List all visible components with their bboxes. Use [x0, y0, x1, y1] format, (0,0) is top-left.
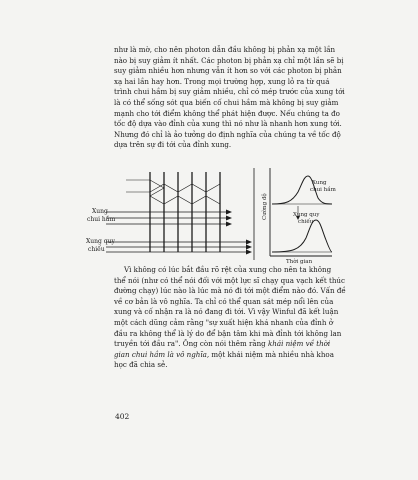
text-line: như là mờ, cho nên photon dẫn đầu không bị phản xạ một lần — [114, 45, 336, 54]
text-line: Nhưng đó chỉ là ảo tưởng do định nghĩa của chúng ta về tốc độ — [114, 129, 341, 139]
italic-run: gian chui hầm là vô nghĩa, — [114, 349, 210, 359]
tunneling-pulse-figure — [86, 166, 334, 264]
text-run: một khái niệm mà nhiều nhà khoa — [211, 349, 334, 359]
text-line: dựa trên sự đi tới của đỉnh xung. — [114, 140, 232, 150]
label-free-left-1: Xung quy — [86, 238, 115, 245]
label-tunnel-left-2: chui hầm — [87, 216, 116, 223]
text-line: trình chui hầm bị suy giảm nhiều, chỉ có mép trước của xung tới — [114, 87, 345, 97]
text-line-with-italic — [114, 349, 334, 361]
text-line: mạnh cho tới điểm không thể phát hiện được. Nếu chúng ta đo — [114, 108, 340, 118]
italic-run: khái niệm về thời — [267, 339, 331, 349]
label-free-right-2: chiếu — [298, 219, 314, 225]
text-line: xung và cố nhận ra là nó đang đi tới. Vì vậy Winful đã kết luận — [114, 307, 339, 317]
label-tunnel-left-1: Xung — [92, 208, 108, 215]
label-free-right-1: Xung quy — [293, 212, 320, 218]
axis-y-label: Cường độ — [262, 193, 268, 220]
label-tunnel-right-2: chui hầm — [310, 187, 336, 193]
text-line: thể nói (như có thể nói đối với một lực sĩ chạy qua vạch kết thúc — [114, 275, 345, 285]
text-line: về cơ bản là vô nghĩa. Ta chỉ có thể quan sát mép nổi lên của — [114, 296, 334, 306]
text-line: là có thể sống sót qua biến cố chui hầm mà không bị suy giảm — [114, 97, 339, 107]
text-line: nào bị suy giảm ít nhất. Các photon bị phản xạ chỉ một lần sẽ bị — [114, 55, 344, 65]
arrow-heads — [226, 210, 252, 255]
text-line: xạ hai lần hay hơn. Trong mọi trường hợp, xung lỏ ra từ quá — [114, 76, 330, 86]
text-line: đường chạy) lúc nào là lúc mà nó đi tới một điểm nào đó. Vấn đề — [114, 286, 346, 296]
text-line: đầu ra không thể là lý do để bận tâm khi mà đỉnh tới không lan — [114, 328, 342, 338]
text-line: một cách dũng cảm rằng "sự xuất hiện khá nhanh của đỉnh ở — [114, 317, 333, 327]
text-line: suy giảm nhiều hơn nhưng vẫn ít hơn so với các photon bị phản — [114, 66, 342, 76]
paragraph-top — [114, 45, 345, 151]
text-line: Vì không có lúc bắt đầu rõ rệt của xung cho nên ta không — [124, 265, 332, 274]
label-tunnel-right-1: Xung — [312, 180, 327, 186]
barrier-diagram — [106, 172, 246, 252]
text-line: tốc độ dựa vào đỉnh của xung thì nó như là nhanh hơn xung tới. — [114, 119, 342, 129]
page-number: 402 — [115, 412, 130, 421]
axis-x-label: Thời gian — [286, 259, 313, 265]
paragraph-bottom — [114, 265, 346, 371]
label-free-left-2: chiếu — [88, 246, 105, 253]
text-line-with-italic — [114, 339, 331, 350]
text-line: học đã chia sẻ. — [114, 360, 168, 370]
text-run: truyền tới đầu ra". Ông còn nói thêm rằng — [114, 339, 266, 349]
